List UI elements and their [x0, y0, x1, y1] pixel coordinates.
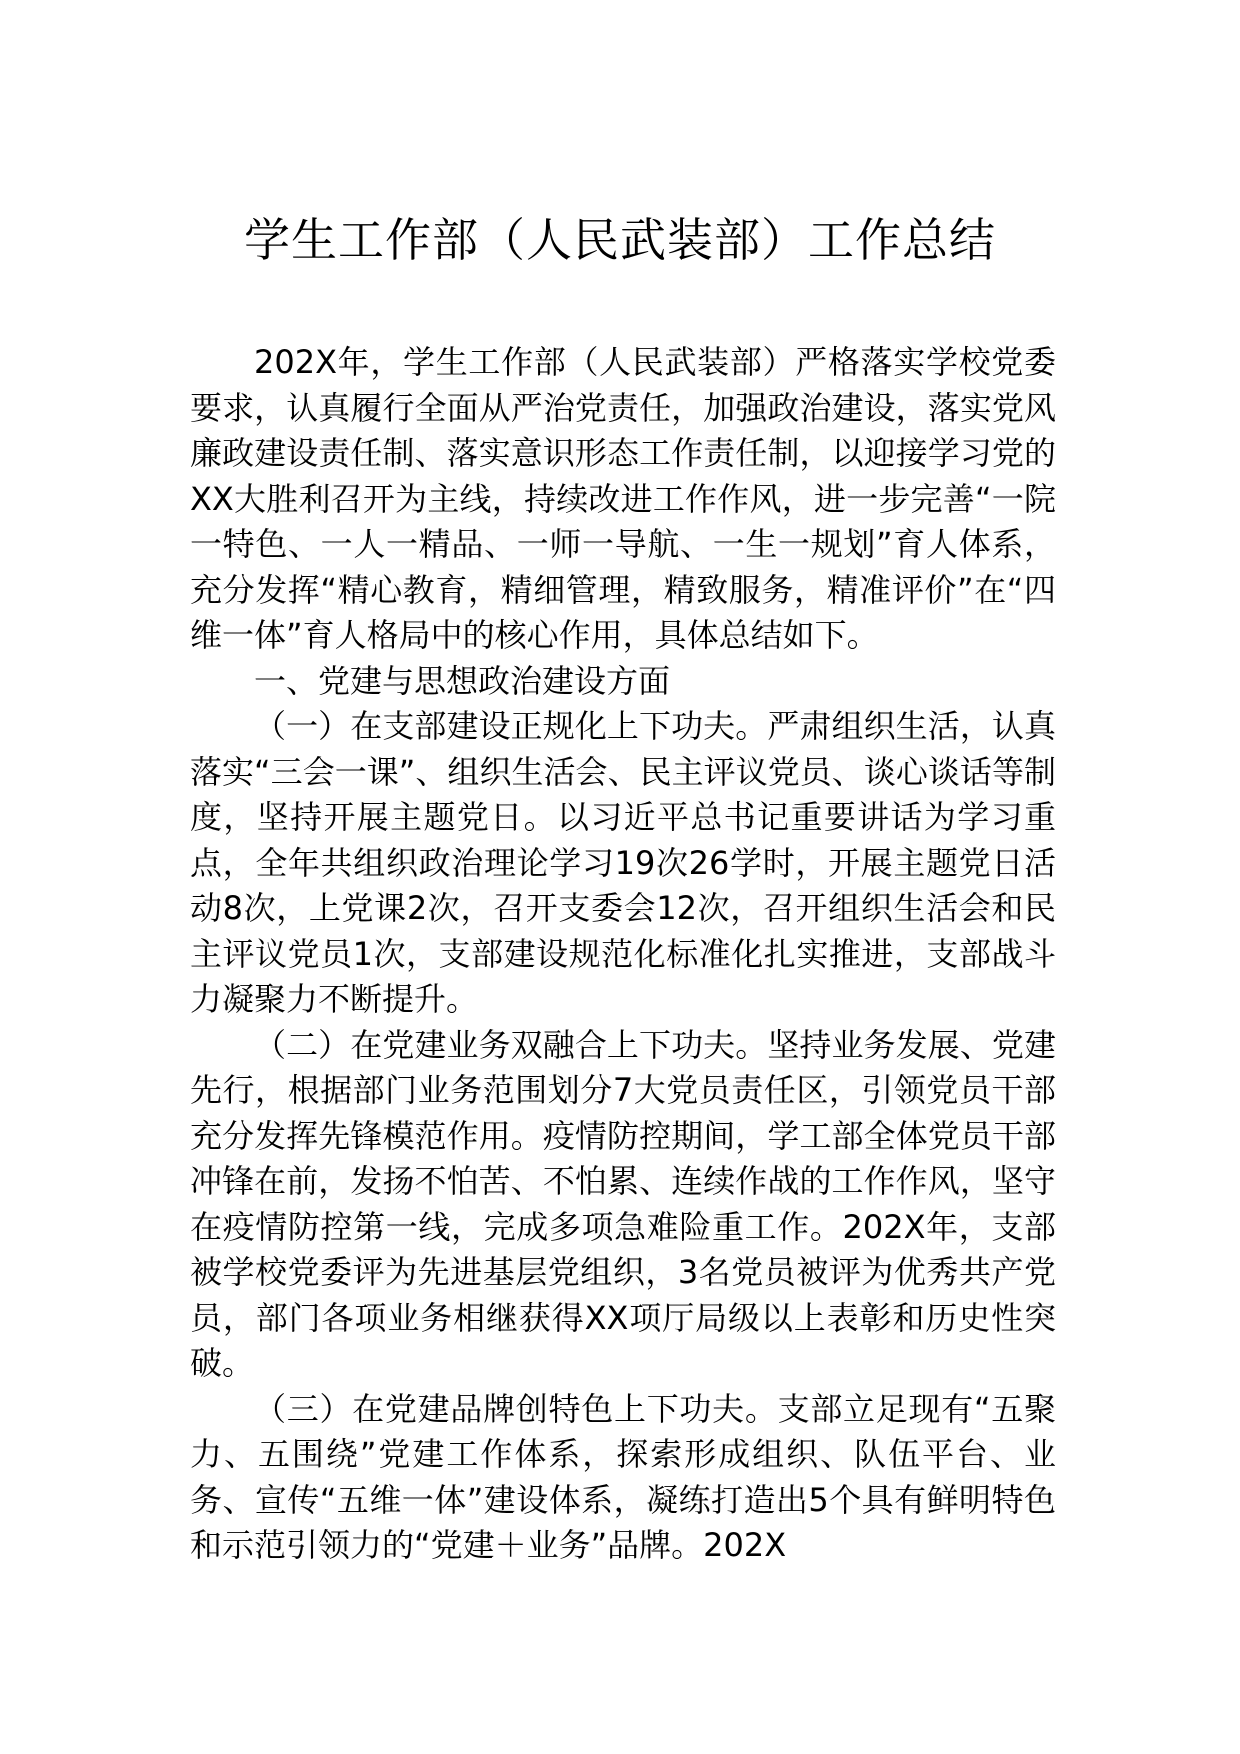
- document-body: [190, 340, 1056, 1569]
- paragraph-brand: （三）在党建品牌创特色上下功夫。支部立足现有“五聚力、五围绕”党建工作体系，探索形成组织、队伍平台、业务、宣传“五维一体”建设体系，凝练打造出5个具有鲜明特色和示范引领力的“党建＋业务”品牌。202X: [190, 1389, 1056, 1564]
- section-heading-party-building: 一、党建与思想政治建设方面: [254, 661, 671, 700]
- document-title: 学生工作部（人民武装部）工作总结: [244, 213, 996, 267]
- paragraph-branch-construction: （一）在支部建设正规化上下功夫。严肃组织生活，认真落实“三会一课”、组织生活会、民主评议党员、谈心谈话等制度，坚持开展主题党日。以习近平总书记重要讲话为学习重点，全年共组织政治理论学习19次26学时，开展主题党日活动8次，上党课2次，召开支委会12次，召开组织生活会和民主评议党员1次，支部建设规范化标准化扎实推进，支部战斗力凝聚力不断提升。: [190, 707, 1056, 1018]
- paragraph-integration: （二）在党建业务双融合上下功夫。坚持业务发展、党建先行，根据部门业务范围划分7大党员责任区，引领党员干部充分发挥先锋模范作用。疫情防控期间，学工部全体党员干部冲锋在前，发扬不怕苦、不怕累、连续作战的工作作风，坚守在疫情防控第一线，完成多项急难险重工作。202X年，支部被学校党委评为先进基层党组织，3名党员被评为优秀共产党员，部门各项业务相继获得XX项厅局级以上表彰和历史性突破。: [190, 1025, 1056, 1382]
- paragraph-intro: 202X年，学生工作部（人民武装部）严格落实学校党委要求，认真履行全面从严治党责任，加强政治建设，落实党风廉政建设责任制、落实意识形态工作责任制，以迎接学习党的XX大胜利召开为主线，持续改进工作作风，进一步完善“一院一特色、一人一精品、一师一导航、一生一规划”育人体系，充分发挥“精心教育，精细管理，精致服务，精准评价”在“四维一体”育人格局中的核心作用，具体总结如下。: [190, 343, 1056, 654]
